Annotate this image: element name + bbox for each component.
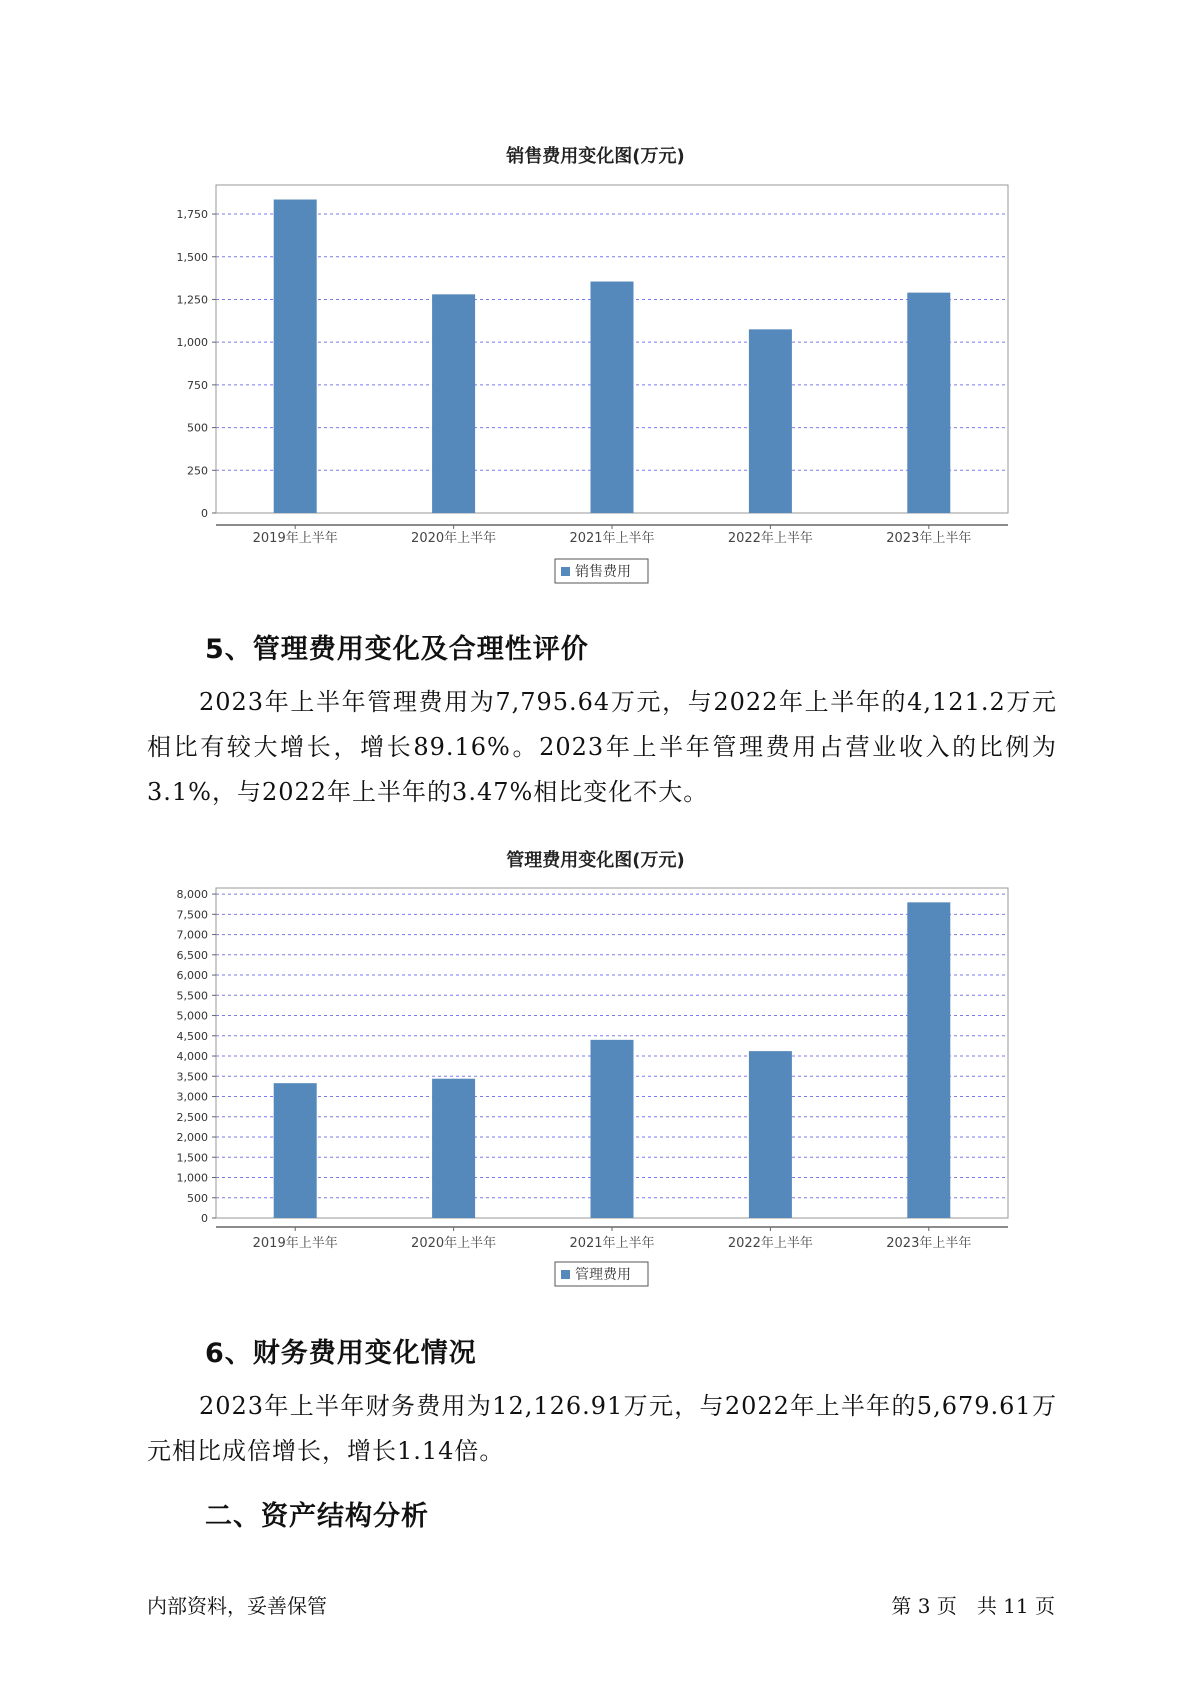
section-5-paragraph: 2023年上半年管理费用为7,795.64万元，与2022年上半年的4,121.2万元相比有较大增长，增长89.16%。2023年上半年管理费用占营业收入的比例为3.1%，与2022年上半年的3.47%相比变化不大。 [147,688,1057,806]
x-tick-label: 2020年上半年 [411,531,497,546]
x-tick-label: 2021年上半年 [569,1236,655,1251]
y-tick-label: 500 [187,421,208,435]
section-6-heading: 6、财务费用变化情况 [205,1338,477,1369]
y-tick-label: 1,000 [176,336,208,350]
y-tick-label: 2,000 [176,1131,208,1145]
section-2-heading: 二、资产结构分析 [205,1501,429,1532]
bar [591,282,634,513]
bar [432,294,475,513]
y-tick-label: 5,000 [176,1009,208,1023]
sales-chart-title: 销售费用变化图(万元) [506,146,685,167]
admin-chart-title: 管理费用变化图(万元) [506,850,685,871]
bar [274,200,317,513]
x-tick-label: 2023年上半年 [886,531,972,546]
x-tick-label: 2022年上半年 [727,531,813,546]
bar [749,1051,792,1218]
y-tick-label: 7,500 [176,908,208,922]
y-tick-label: 6,500 [176,948,208,962]
footer-left: 内部资料，妥善保管 [147,1594,327,1618]
y-tick-label: 1,500 [176,250,208,264]
legend-label: 管理费用 [575,1267,631,1283]
y-tick-label: 1,000 [176,1171,208,1185]
y-tick-label: 4,000 [176,1050,208,1064]
y-tick-label: 4,500 [176,1029,208,1043]
y-tick-label: 1,750 [176,208,208,222]
sales-expense-chart [177,185,1009,583]
admin-expense-chart [177,888,1009,1286]
y-tick-label: 500 [187,1191,208,1205]
bar [432,1079,475,1218]
legend-swatch [561,567,570,576]
bar [591,1040,634,1218]
y-tick-label: 7,000 [176,928,208,942]
y-tick-label: 6,000 [176,969,208,983]
bar [749,329,792,513]
footer-page-number: 第 3 页 共 11 页 [891,1594,1055,1618]
y-tick-label: 1,250 [176,293,208,307]
legend-swatch [561,1270,570,1279]
section-5-heading: 5、管理费用变化及合理性评价 [205,634,589,665]
y-tick-label: 0 [201,1212,208,1225]
x-tick-label: 2020年上半年 [411,1236,497,1251]
section-6-paragraph: 2023年上半年财务费用为12,126.91万元，与2022年上半年的5,679.61万元相比成倍增长，增长1.14倍。 [147,1392,1057,1465]
y-tick-label: 0 [201,507,208,520]
y-tick-label: 2,500 [176,1110,208,1124]
x-tick-label: 2022年上半年 [727,1236,813,1251]
y-tick-label: 250 [187,464,208,478]
x-tick-label: 2021年上半年 [569,531,655,546]
y-tick-label: 3,000 [176,1090,208,1104]
legend-label: 销售费用 [575,564,631,580]
y-tick-label: 750 [187,378,208,392]
y-tick-label: 5,500 [176,989,208,1003]
y-tick-label: 3,500 [176,1070,208,1084]
bar [907,902,950,1218]
y-tick-label: 1,500 [176,1151,208,1165]
bar [274,1083,317,1218]
x-tick-label: 2019年上半年 [252,1236,338,1251]
x-tick-label: 2023年上半年 [886,1236,972,1251]
bar [907,293,950,513]
x-tick-label: 2019年上半年 [252,531,338,546]
y-tick-label: 8,000 [176,888,208,902]
